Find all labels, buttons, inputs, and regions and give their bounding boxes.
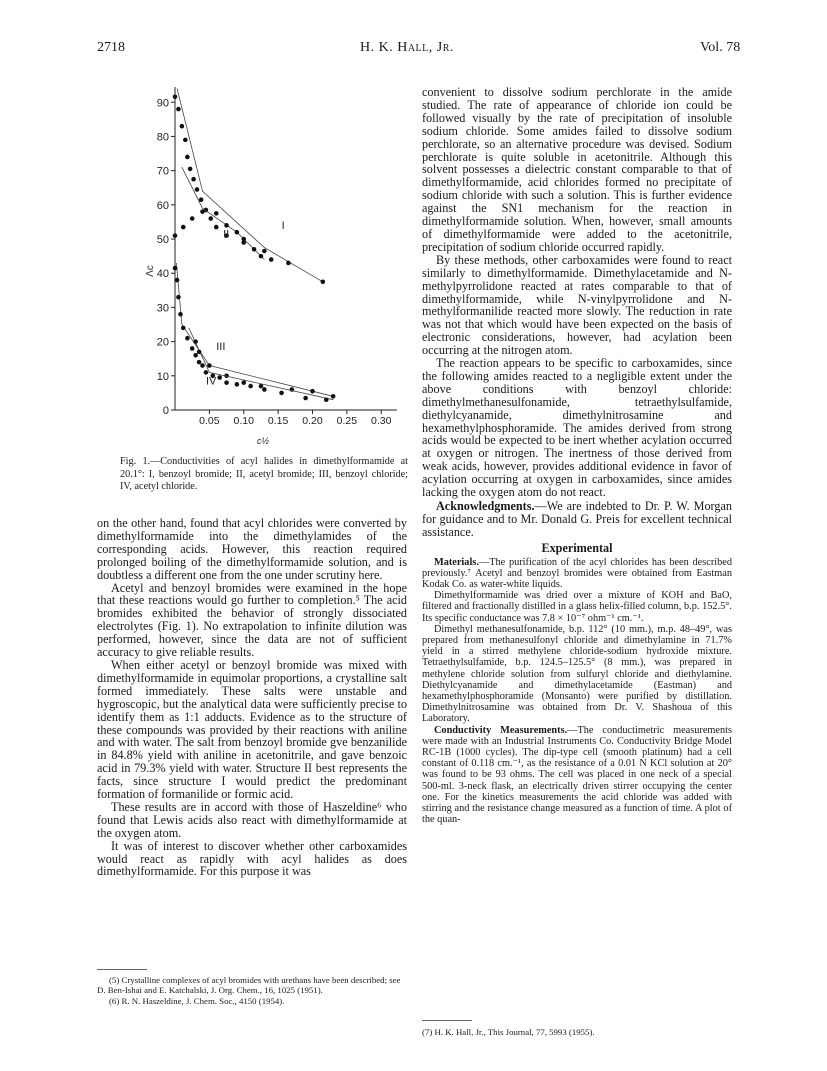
conductivity-text: —The conductimetric measurements were made with an Industrial Instruments Co. Conductivity Bridge Model RC-1B (1000 cycles). The dip-type cell (smooth platinum) had a cell constant of 0.118 cm.⁻¹, as the resistance of a 0.01 N KCl solution at 20° was found to be 93 ohms. The cell was placed in one neck of a special 500-ml. 3-neck flask, an electrically driven stirrer occupying the center one. For the kinetics measurements the acid chloride was added with stirring and the resistance change measured as a function of time. A plot of the quan- [422, 724, 732, 826]
left-paragraph: on the other hand, found that acyl chlorides were converted by dimethylformamide into the dimethylamides of the corresponding acids. However, this reaction required prolonged boiling of the dimethylformamide solution, and is doubtless a different one from the one under scrutiny here. [97, 516, 407, 582]
left-paragraph: Acetyl and benzoyl bromides were examined in the hope that these reactions would go further to completion.⁵ The acid bromides exhibited the behavior of strongly dissociated electrolytes (Fig. 1). No extrapolation to infinite dilution was performed, however, since the data are not of sufficient accuracy to give reliable results. [97, 580, 407, 660]
ack-heading: Acknowledgments. [436, 499, 535, 513]
left-paragraph: It was of interest to discover whether other carboxamides would react as rapidly with acyl halides as does dimethylformamide. For this purpose it was [97, 838, 407, 879]
fit-line-series-I [177, 89, 323, 282]
data-point-series-III [331, 394, 336, 399]
materials-heading: Materials. [434, 556, 479, 568]
ack-text: —We are indebted to Dr. P. W. Morgan for guidance and to Mr. Donald G. Preis for excellent technical assistance. [422, 499, 732, 539]
data-point-series-I [185, 155, 190, 160]
x-tick-label: 0.10 [233, 415, 254, 427]
data-point-series-III [190, 346, 195, 351]
right-paragraph: The reaction appears to be specific to carboxamides, since the following amides reacted to a negligible extent under the above conditions with benzoyl chloride: dimethylmethanesulfonamide, tetraethylsulfamide, diethylcyanamide, dimethylnitrosamine and hexamethylphosphoramide. The amides derived from strong acids would be expected to be inert whether acylation occurred at oxygen or nitrogen. The inertness of those derived from weak acids, however, provides additional evidence in favor of acylation occurring at oxygen in carboxamides, since amides lacking the oxygen atom do not react. [422, 356, 732, 500]
right-footnote: (7) H. K. Hall, Jr., This Journal, 77, 5993 (1955). [422, 1027, 595, 1037]
data-point-series-II [224, 223, 229, 228]
y-tick-label: 50 [156, 234, 169, 247]
x-tick-label: 0.05 [199, 415, 220, 427]
x-axis-label: c½ [256, 436, 270, 446]
y-tick-label: 70 [156, 165, 169, 178]
data-point-series-I [180, 124, 185, 129]
curve-label-IV: IV [205, 375, 217, 388]
data-point-series-IV [224, 380, 229, 385]
fit-line-series-III [176, 263, 333, 396]
data-point-series-IV [262, 387, 267, 392]
data-point-series-II [241, 237, 246, 242]
data-point-series-III [185, 336, 190, 341]
data-point-series-IV [235, 382, 240, 387]
data-point-series-I [214, 225, 219, 230]
data-point-series-III [197, 360, 202, 365]
data-point-series-I [183, 138, 188, 143]
x-tick-label: 0.30 [371, 415, 392, 427]
data-point-series-III [181, 326, 186, 331]
data-point-series-III [176, 295, 181, 300]
data-point-series-I [176, 107, 181, 112]
data-point-series-IV [303, 396, 308, 401]
y-tick-label: 40 [156, 268, 169, 281]
data-point-series-IV [200, 363, 205, 368]
data-point-series-III [207, 363, 212, 368]
y-tick-label: 0 [162, 405, 169, 417]
others-text: Dimethyl methanesulfonamide, b.p. 112° (10 mm.), m.p. 48–49°, was prepared from methanesulfonyl chloride and dimethylamine in 71.7% yield in a stirred methylene chloride-sodium hydroxide mixture. Tetraethylsulfamide, b.p. 124.5–125.5° (8 mm.), was prepared in methylene chloride solution from sulfuryl chloride and diethylamine. Diethylcyanamide and dimethylacetamide (Eastman) and hexamethylphosphoramide (Monsanto) were purified by distillation. Dimethylnitrosamine was obtained from Dr. V. Shashoua of this Laboratory. [422, 623, 732, 725]
data-point-series-I [188, 167, 193, 172]
acknowledgments [422, 500, 732, 539]
y-tick-label: 90 [156, 97, 169, 110]
data-point-series-I [286, 261, 291, 266]
y-tick-label: 20 [156, 336, 169, 349]
y-tick-label: 10 [156, 370, 169, 383]
data-point-series-I [191, 177, 196, 182]
data-point-series-III [241, 380, 246, 385]
conductivity-chart [105, 80, 405, 450]
data-point-series-II [190, 216, 195, 221]
data-point-series-II [214, 211, 219, 216]
right-column [422, 86, 732, 826]
y-tick-label: 30 [156, 302, 169, 315]
footnote-rule [97, 969, 147, 970]
left-column [97, 517, 407, 878]
conductivity-heading: Conductivity Measurements. [434, 724, 568, 736]
data-point-series-II [181, 225, 186, 230]
data-point-series-IV [217, 375, 222, 380]
data-point-series-I [199, 197, 204, 202]
materials-text: —The purification of the acyl chlorides has been described previously.⁷ Acetyl and benzoyl bromides were obtained from Eastman Kodak Co. as water-white liquids. [422, 556, 732, 591]
data-point-series-II [259, 254, 264, 259]
data-point-series-II [173, 233, 178, 238]
y-axis-label: Λc [145, 265, 156, 277]
data-point-series-I [321, 279, 326, 284]
data-point-series-I [208, 216, 213, 221]
data-point-series-III [178, 312, 183, 317]
data-point-series-IV [324, 397, 329, 402]
data-point-series-III [175, 278, 180, 283]
running-head-author: H. K. Hall, Jr. [360, 40, 454, 55]
running-head-volume: Vol. 78 [700, 40, 741, 55]
left-paragraph: When either acetyl or benzoyl bromide was mixed with dimethylformamide in equimolar proportions, a crystalline salt formed immediately. These salts were unstable and hygroscopic, but the analytical data were sufficiently precise to identify them as 1:1 adducts. Evidence as to the structure of these compounds was provided by their reactions with aniline and with water. The salt from benzoyl bromide gve benzanilide in 84.8% yield with aniline in acetonitrile, and gave benzoic acid in 79.3% yield with water. Structure II best represents the facts, since structure I would predict the predominant formation of formanilide or formic acid. [97, 657, 407, 802]
data-point-series-II [200, 209, 205, 214]
left-footnotes [97, 975, 407, 1008]
data-point-series-IV [193, 339, 198, 344]
x-tick-label: 0.20 [302, 415, 323, 427]
data-point-series-III [193, 353, 198, 358]
curve-label-I: I [281, 219, 285, 232]
experimental-section [422, 557, 732, 826]
data-point-series-IV [248, 384, 253, 389]
data-point-series-II [269, 257, 274, 262]
data-point-series-I [173, 94, 178, 99]
page-number: 2718 [97, 40, 125, 55]
curve-label-II: II [223, 228, 230, 241]
data-point-series-IV [279, 391, 284, 396]
data-point-series-I [195, 187, 200, 192]
data-point-series-II [235, 230, 240, 235]
data-point-series-I [262, 249, 267, 254]
data-point-series-IV [204, 370, 209, 375]
right-paragraph: By these methods, other carboxamides were found to react similarly to dimethylformamide. Dimethylacetamide and N-methylpyrrolidone reacted at rates comparable to that of dimethylformamide, while N-vinylpyrrolidone and N-methylformanilide reacted more slowly. The reduction in rate was not that which would have been expected on the basis of electronic considerations, however, had acylation been occurring at the nitrogen atom. [422, 252, 732, 358]
data-point-series-II [252, 247, 257, 252]
curve-label-III: III [216, 341, 226, 354]
figure-caption: Fig. 1.—Conductivities of acyl halides in dimethylformamide at 20.1°: I, benzoyl bromide; II, acetyl bromide; III, benzoyl chloride; IV, acetyl chloride. [120, 456, 408, 492]
footnote: (5) Crystalline complexes of acyl bromides with urethans have been described; see D. Ben-Ishai and E. Katchalski, J. Org. Chem., 16, 1025 (1951). [97, 975, 401, 996]
right-paragraph: convenient to dissolve sodium perchlorate in the amide studied. The rate of appearance of chloride ion could be followed visually by the rate of precipitation of insoluble sodium chloride. Some amides failed to dissolve sodium perchlorate, so an alternative procedure was devised. Sodium perchlorate is quite soluble in acetonitrile. Although this solvent possesses a dielectric constant comparable to that of dimethylformamide, acid chlorides formed no precipitate of sodium chloride with such a solution. This is further evidence against the SN1 mechanism for the reaction in dimethylformamide solution. When, however, small amounts of dimethylformamide were added to the acetonitrile, precipitation of sodium chloride occurred rapidly. [422, 85, 732, 254]
data-point-series-III [310, 389, 315, 394]
left-paragraph: These results are in accord with those of Haszeldine⁶ who found that Lewis acids also react with dimethylformamide at the oxygen atom. [97, 799, 407, 840]
data-point-series-IV [197, 350, 202, 355]
experimental-heading: Experimental [541, 540, 613, 555]
x-tick-label: 0.15 [267, 415, 289, 427]
dmf-text: Dimethylformamide was dried over a mixture of KOH and BaO, filtered and fractionally distilled in a glass helix-filled column, b.p. 152.5°. Its specific conductance was 7.8 × 10⁻⁷ ohm⁻¹ cm.⁻¹. [422, 590, 732, 624]
y-tick-label: 60 [156, 199, 169, 212]
x-tick-label: 0.25 [336, 415, 358, 427]
footnote: (6) R. N. Haszeldine, J. Chem. Soc., 4150 (1954). [109, 996, 285, 1007]
footnote-rule [422, 1020, 472, 1021]
data-point-series-III [173, 266, 178, 271]
y-tick-label: 80 [156, 131, 169, 144]
